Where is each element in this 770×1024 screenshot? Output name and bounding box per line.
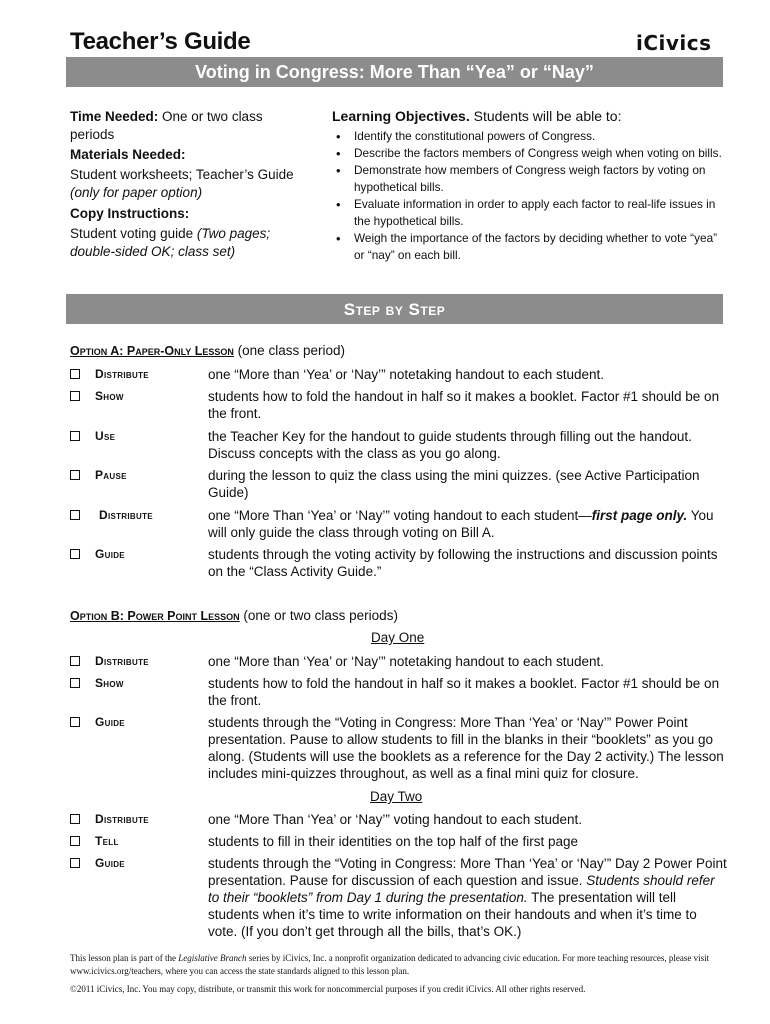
step-verb: Use bbox=[95, 429, 116, 443]
time-value-cont: periods bbox=[70, 127, 115, 142]
objectives-label: Learning Objectives. bbox=[332, 108, 470, 124]
step-text: one “More Than ‘Yea’ or ‘Nay’” voting handout to each student. bbox=[208, 812, 582, 827]
copy-value-cont: double-sided OK; class set) bbox=[70, 244, 236, 259]
checkbox[interactable] bbox=[70, 510, 80, 520]
time-needed bbox=[70, 108, 320, 126]
checkbox[interactable] bbox=[70, 549, 80, 559]
copy-label: Copy Instructions: bbox=[70, 206, 190, 221]
objective-item: • Demonstrate how members of Congress weigh factors by voting on hypothetical bills. bbox=[332, 162, 722, 196]
icivics-logo bbox=[636, 31, 712, 55]
step-verb: Guide bbox=[95, 547, 125, 561]
checkbox[interactable] bbox=[70, 717, 80, 727]
step-text: students through the voting activity by following the instructions and discussion points on the “Class Activity Guide.” bbox=[208, 547, 718, 579]
checkbox[interactable] bbox=[70, 678, 80, 688]
materials-value: Student worksheets; Teacher’s Guide bbox=[70, 167, 294, 182]
option-a-note: (one class period) bbox=[233, 343, 345, 358]
step-verb: Distribute bbox=[99, 508, 153, 522]
objective-item: • Describe the factors members of Congress weigh when voting on bills. bbox=[332, 145, 722, 162]
checkbox[interactable] bbox=[70, 431, 80, 441]
checkbox[interactable] bbox=[70, 814, 80, 824]
objectives-list bbox=[332, 128, 722, 264]
checkbox[interactable] bbox=[70, 836, 80, 846]
checkbox[interactable] bbox=[70, 656, 80, 666]
option-b-heading bbox=[70, 608, 398, 623]
objectives-heading bbox=[332, 108, 621, 124]
step-text: students to fill in their identities on the top half of the first page bbox=[208, 834, 578, 849]
objective-item: • Evaluate information in order to apply each factor to real-life issues in the hypothetical bills. bbox=[332, 196, 722, 230]
page-title: Teacher’s Guide bbox=[70, 28, 251, 55]
step-verb: Show bbox=[95, 389, 124, 403]
checkbox[interactable] bbox=[70, 858, 80, 868]
checkbox[interactable] bbox=[70, 369, 80, 379]
step-text: students how to fold the handout in half so it makes a booklet. Factor #1 should be on the front. bbox=[208, 676, 720, 708]
copy-value bbox=[70, 225, 320, 243]
step-verb: Distribute bbox=[95, 367, 149, 381]
time-label: Time Needed: bbox=[70, 109, 159, 124]
day-one-heading: Day One bbox=[371, 630, 425, 645]
step-text-main: one “More Than ‘Yea’ or ‘Nay’” voting handout to each student— bbox=[208, 508, 592, 523]
footer-series: Legislative Branch bbox=[178, 953, 247, 963]
option-a-heading bbox=[70, 343, 345, 358]
step-text-cont: You will only guide the class through voting on Bill A. bbox=[208, 508, 714, 540]
materials-note: (only for paper option) bbox=[70, 185, 203, 200]
step-verb: Pause bbox=[95, 468, 127, 482]
step-text: during the lesson to quiz the class using the mini quizzes. (see Active Participation Guide) bbox=[208, 468, 700, 500]
step-verb: Guide bbox=[95, 715, 125, 729]
footer-note bbox=[70, 952, 710, 978]
copy-value-text: Student voting guide bbox=[70, 226, 197, 241]
step-verb: Distribute bbox=[95, 654, 149, 668]
step-text: the Teacher Key for the handout to guide students through filling out the handout. Discuss concepts with the class as you go along. bbox=[208, 429, 692, 461]
step-text: students through the “Voting in Congress: More Than ‘Yea’ or ‘Nay’” Power Point presentation. Pause to allow students to fill in the blanks in their “booklets” as you go along. (Students will use the booklets as a reference for the Day 2 activity.) The lesson includes mini-quizzes throughout, as well as a final mini quiz for closure. bbox=[208, 715, 724, 781]
step-by-step-banner bbox=[66, 294, 723, 324]
footer-text-cont: series by iCivics, Inc. a nonprofit organization dedicated to advancing civic education. For more teaching resources, please visit www.icivics.org/teachers, where you can access the state standards aligned to this lesson plan. bbox=[70, 953, 710, 976]
step-verb: Show bbox=[95, 676, 124, 690]
time-value: One or two class bbox=[158, 109, 263, 124]
checkbox[interactable] bbox=[70, 470, 80, 480]
step-banner-text: Step by Step bbox=[343, 300, 446, 319]
footer-copyright: ©2011 iCivics, Inc. You may copy, distribute, or transmit this work for noncommercial purposes if you credit iCivics. All other rights reserved. bbox=[70, 984, 586, 994]
step-text-main: students through the “Voting in Congress: More Than ‘Yea’ or ‘Nay’” Day 2 Power Point presentation. Pause for discussion of each question and issue. bbox=[208, 856, 727, 888]
option-a-label: Option A: Paper-Only Lesson bbox=[70, 344, 234, 358]
logo-text: iCivics bbox=[636, 31, 712, 55]
checkbox[interactable] bbox=[70, 391, 80, 401]
day-two-heading: Day Two bbox=[370, 789, 423, 804]
objective-item: • Weigh the importance of the factors by deciding whether to vote “yea” or “nay” on each bill. bbox=[332, 230, 722, 264]
footer-text: This lesson plan is part of the bbox=[70, 953, 179, 963]
step-text bbox=[208, 855, 728, 940]
objectives-intro: Students will be able to: bbox=[469, 108, 622, 124]
objective-item: • Identify the constitutional powers of Congress. bbox=[332, 128, 722, 145]
lesson-info bbox=[70, 108, 320, 261]
step-verb: Distribute bbox=[95, 812, 149, 826]
step-text: students how to fold the handout in half so it makes a booklet. Factor #1 should be on the front. bbox=[208, 389, 720, 421]
step-verb: Guide bbox=[95, 856, 125, 870]
step-text bbox=[208, 507, 728, 541]
step-text: one “More than ‘Yea’ or ‘Nay’” notetaking handout to each student. bbox=[208, 367, 605, 382]
step-text-emphasis: first page only. bbox=[591, 508, 688, 523]
step-verb: Tell bbox=[95, 834, 119, 848]
copy-value-note: (Two pages; bbox=[196, 226, 271, 241]
step-text-cont: The presentation will tell students when it’s time to write information on their handouts and when it’s time to vote. (If you don’t get through all the bills, that’s OK.) bbox=[208, 890, 697, 939]
step-text: one “More than ‘Yea’ or ‘Nay’” notetaking handout to each student. bbox=[208, 654, 605, 669]
option-b-note: (one or two class periods) bbox=[239, 608, 398, 623]
option-b-label: Option B: Power Point Lesson bbox=[70, 609, 240, 623]
lesson-title-banner: Voting in Congress: More Than “Yea” or “Nay” bbox=[66, 57, 723, 87]
materials-label: Materials Needed: bbox=[70, 147, 186, 162]
step-text-emphasis: Students should refer to their “booklets” from Day 1 during the presentation. bbox=[208, 873, 715, 905]
